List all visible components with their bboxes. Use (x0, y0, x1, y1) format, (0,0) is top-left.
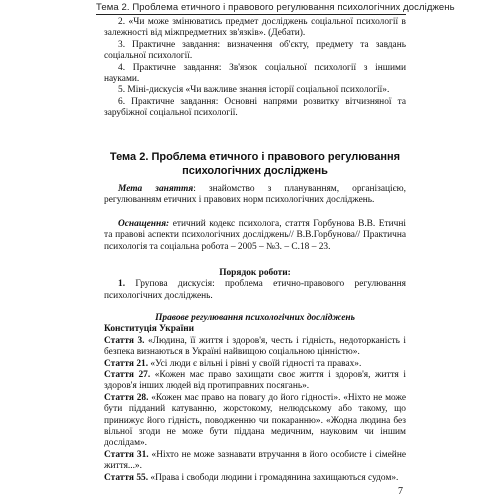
article (104, 370, 406, 393)
task-item: 5. Міні-дискусія «Чи важливе знання історії соціальної психології». (118, 85, 390, 96)
header-rule (96, 14, 406, 15)
equipment-text: етичний кодекс психолога, стаття Горбунова В.В. Етичні та правові аспекти психологічних досліджень// В.В.Горбунова// Практична психологія та соціальна робота – 2005 – №3. – С.18 – 23. (104, 219, 406, 252)
topic-title (104, 150, 406, 178)
equipment-paragraph (104, 219, 406, 253)
legal-section (104, 313, 406, 484)
procedure-item-text: Групова дискусія: проблема етично-правового регулювання психологічних досліджень. (104, 279, 406, 301)
topic-title-line: Тема 2. Проблема етичного і правового регулювання (109, 151, 401, 163)
procedure-item-number: 1. (118, 279, 126, 290)
article (104, 450, 406, 473)
page-number: 7 (398, 486, 403, 497)
running-header: Тема 2. Проблема етичного і правового регулювання психологічних досліджень (96, 2, 455, 13)
goal-label: Мета заняття (118, 184, 194, 194)
legal-subheading: Конституція України (104, 324, 194, 335)
task-item: 2. «Чи може змінюватись предмет досліджень соціальної психології в залежності від міжпредметних зв'язків». (Дебати). (104, 17, 406, 39)
topic-title-line: психологічних досліджень (182, 165, 328, 177)
article-label: Стаття 3. (104, 335, 145, 346)
article (104, 359, 406, 370)
goal-paragraph (104, 184, 406, 207)
article-label: Стаття 55. (104, 472, 149, 483)
legal-heading: Правове регулювання психологічних досліджень (155, 313, 355, 323)
article-label: Стаття 27. (104, 370, 151, 381)
article (104, 336, 406, 359)
procedure-section (104, 268, 406, 302)
article-text: «Усі люди є вільні і рівні у своїй гідності та правах». (148, 358, 362, 369)
article (104, 393, 406, 450)
task-item: 3. Практичне завдання: визначення об'єкту, предмету та завдань соціальної психології. (104, 39, 406, 62)
task-item: 4. Практичне завдання: Зв'язок соціальної психології з іншими науками. (104, 62, 406, 85)
equipment-label: Оснащення: (118, 219, 170, 229)
article-text: «Кожен має право захищати своє життя і здоров'я, життя і здоров'я інших людей від протиправних посягань». (104, 370, 406, 392)
article (104, 473, 406, 484)
procedure-heading: Порядок роботи: (219, 268, 291, 278)
article-label: Стаття 21. (104, 358, 149, 369)
article-text: «Людина, її життя і здоров'я, честь і гідність, недоторканість і безпека визнаються в Україні найвищою соціальною цінністю». (104, 335, 406, 358)
task-list (104, 17, 406, 120)
article-text: «Кожен має право на повагу до його гідності». «Ніхто не може бути підданий катуванню, жорстокому, нелюдському або такому, що принижує його гідність, поводженню чи покаранню». «Жодна людина без вільної згоди не може бути піддана медичним, науковим чи іншим дослідам». (104, 392, 406, 449)
article-label: Стаття 31. (104, 449, 149, 460)
article-text: «Ніхто не може зазнавати втручання в його особисте і сімейне життя...». (104, 449, 406, 472)
article-label: Стаття 28. (104, 392, 149, 403)
task-item: 6. Практичне завдання: Основні напрями розвитку вітчизняної та зарубіжної соціальної психології. (104, 96, 406, 119)
article-text: «Права і свободи людини і громадянина захищаються судом». (148, 472, 399, 483)
goal-text: : знайомство з плануванням, організацією, регулюванням етичних і правових норм психологічних досліджень. (104, 184, 406, 206)
